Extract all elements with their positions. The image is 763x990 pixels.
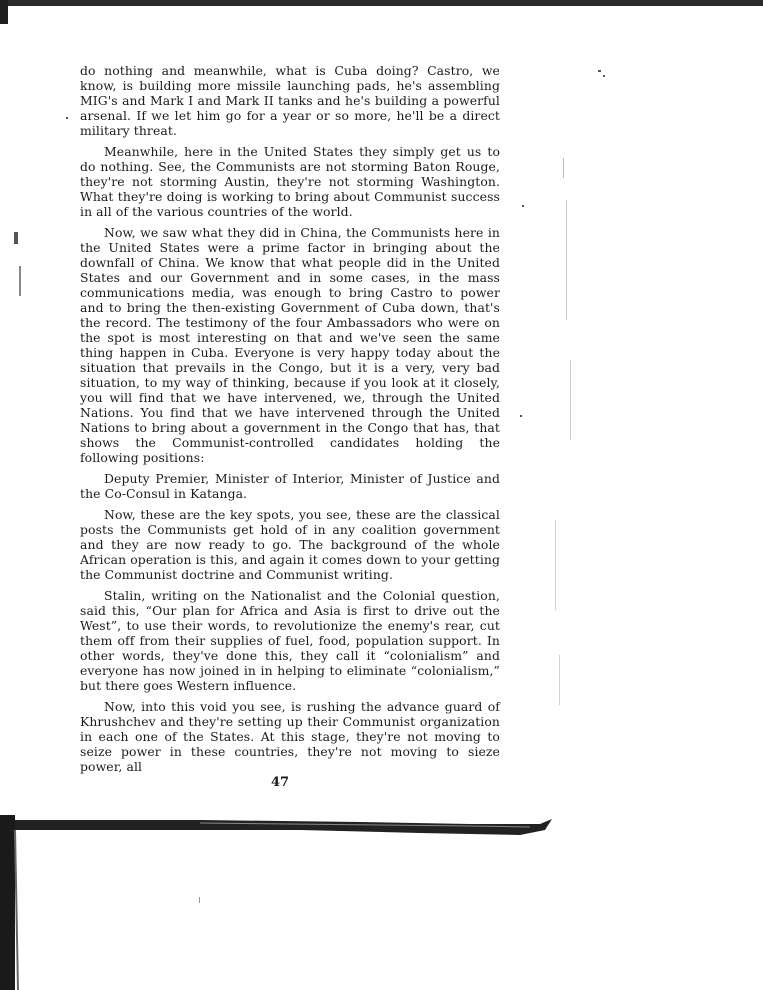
scan-speck xyxy=(566,200,567,320)
scan-speck xyxy=(66,117,68,119)
paragraph-7: Now, into this void you see, is rushing the advance guard of Khrushchev and they're setting up their Communist organization in each one of the States. At this stage, they're not moving to seize power in these countries, they're not moving to sieze power, all xyxy=(80,699,500,774)
paragraph-4: Deputy Premier, Minister of Interior, Minister of Justice and the Co-Consul in Katanga. xyxy=(80,471,500,501)
scan-speck xyxy=(520,415,522,417)
scan-top-gap xyxy=(0,6,763,9)
scan-speck xyxy=(14,232,18,244)
paragraph-3: Now, we saw what they did in China, the Communists here in the United States were a prime factor in bringing about the downfall of China. We know that what people did in the United States and our Government and in some cases, in the mass communications media, was enough to bring Castro to power and to bring the then-existing Government of Cuba down, that's the record. The testimony of the four Ambassadors who were on the spot is most interesting on that and we've seen the same thing happen in Cuba. Everyone is very happy today about the situation that prevails in the Congo, but it is a very, very bad situation, to my way of thinking, because if you look at it closely, you will find that we have intervened, we, through the United Nations. You find that we have intervened through the United Nations to bring about a government in the Congo that has, that shows the Communist-controlled candidates holding the following positions: xyxy=(80,225,500,465)
scan-speck xyxy=(603,75,605,77)
paragraph-5: Now, these are the key spots, you see, these are the classical posts the Communists get hold of in any coalition government and they are now ready to go. The background of the whole African operation is this, and again it comes down to your getting the Communist doctrine and Communist writing. xyxy=(80,507,500,582)
scan-speck xyxy=(559,655,560,705)
page-number: 47 xyxy=(270,775,290,790)
scan-speck xyxy=(522,205,524,207)
scan-speck xyxy=(598,70,601,72)
paragraph-1: do nothing and meanwhile, what is Cuba doing? Castro, we know, is building more missile launching pads, he's assembling MIG's and Mark I and Mark II tanks and he's building a powerful arsenal. If we let him go for a year or so more, he'll be a direct military threat. xyxy=(80,63,500,138)
scan-page-edge-shadow xyxy=(0,810,763,990)
scan-left-corner xyxy=(0,0,8,24)
paragraph-6: Stalin, writing on the Nationalist and the Colonial question, said this, “Our plan for Africa and Asia is first to drive out the West”, to use their words, to revolutionize the enemy's rear, cut them off from their supplies of fuel, food, population support. In other words, they've done this, they call it “colonialism” and everyone has now joined in in helping to eliminate “colonialism,” but there goes Western influence. xyxy=(80,588,500,693)
page-body xyxy=(80,63,500,780)
scan-speck xyxy=(19,266,21,296)
scan-speck xyxy=(563,158,564,178)
paragraph-2: Meanwhile, here in the United States they simply get us to do nothing. See, the Communists are not storming Baton Rouge, they're not storming Austin, they're not storming Washington. What they're doing is working to bring about Communist success in all of the various countries of the world. xyxy=(80,144,500,219)
scan-speck xyxy=(570,360,571,440)
scan-speck xyxy=(555,520,556,610)
